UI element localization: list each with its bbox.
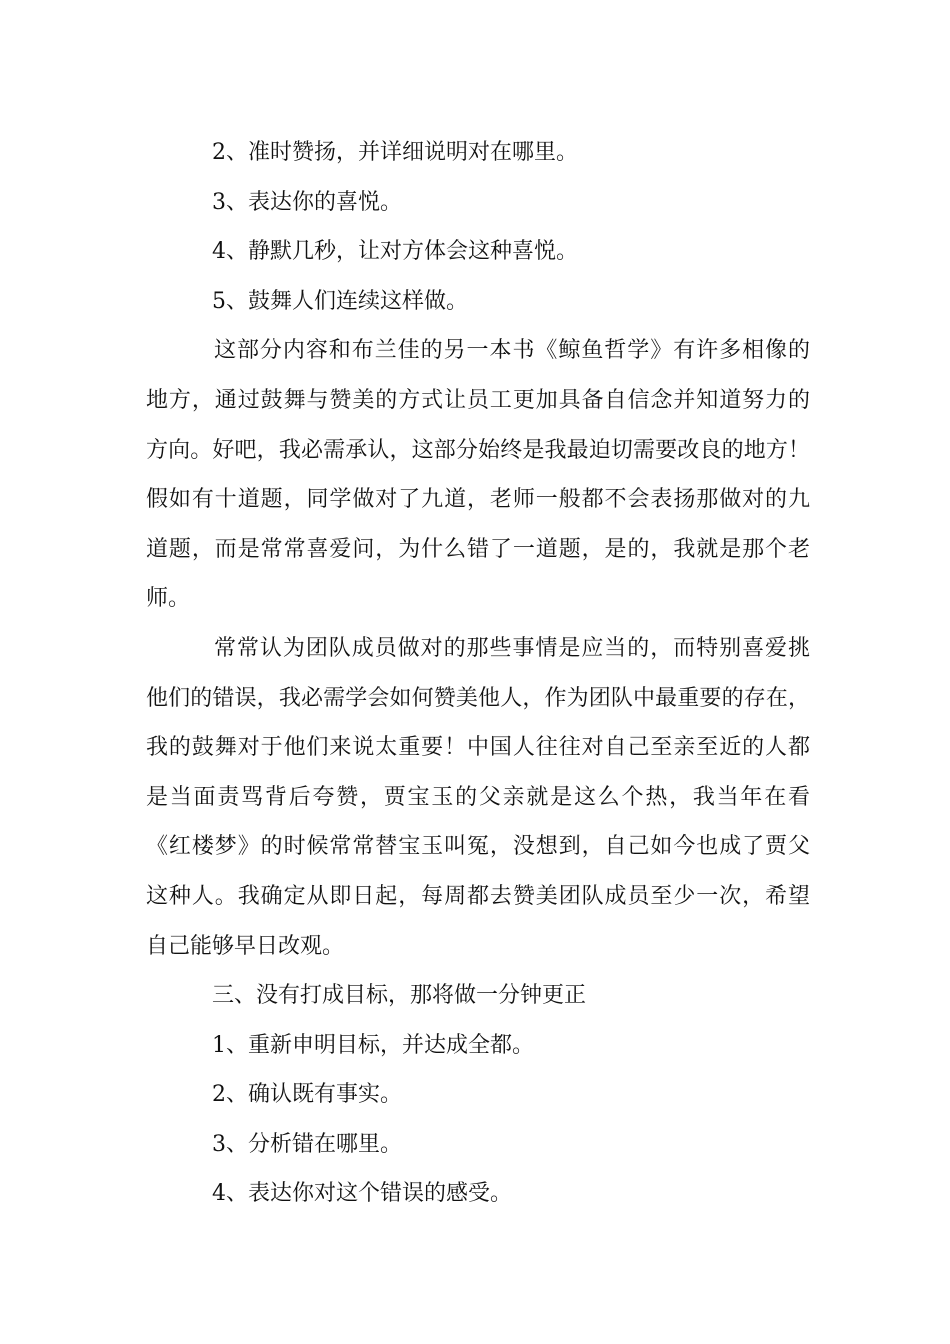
- paragraph-line: 这部分内容和布兰佳的另一本书《鲸鱼哲学》有许多相像的: [214, 338, 810, 364]
- paragraph-line: 这种人。我确定从即日起，每周都去赞美团队成员至少一次，希望: [146, 883, 810, 909]
- paragraph-line: 他们的错误，我必需学会如何赞美他人，作为团队中最重要的存在，: [146, 685, 810, 711]
- paragraph-line: 自己能够早日改观。: [146, 933, 345, 959]
- paragraph-line: 《红楼梦》的时候常常替宝玉叫冤，没想到，自己如今也成了贾父: [146, 834, 810, 860]
- document-body: [146, 128, 810, 1219]
- paragraph-line: 地方，通过鼓舞与赞美的方式让员工更加具备自信念并知道努力的: [146, 387, 810, 413]
- list-item: 4、表达你对这个错误的感受。: [212, 1181, 512, 1207]
- list-item: 3、分析错在哪里。: [212, 1131, 402, 1157]
- section-three-heading: 三、没有打成目标，那将做一分钟更正: [212, 983, 587, 1009]
- paragraph-praise-team: [146, 624, 810, 971]
- list-item: 5、鼓舞人们连续这样做。: [212, 288, 468, 314]
- list-item: 2、准时赞扬，并详细说明对在哪里。: [212, 140, 578, 165]
- list-item: 2、确认既有事实。: [212, 1082, 402, 1108]
- list-item: 3、表达你的喜悦。: [212, 189, 402, 215]
- correction-steps-list: [146, 1021, 810, 1219]
- list-item: 4、静默几秒，让对方体会这种喜悦。: [212, 239, 578, 265]
- paragraph-whale-philosophy: [146, 326, 810, 624]
- list-item: 1、重新申明目标，并达成全都。: [212, 1032, 534, 1058]
- paragraph-line: 方向。好吧，我必需承认，这部分始终是我最迫切需要改良的地方！: [146, 437, 810, 463]
- paragraph-line: 常常认为团队成员做对的那些事情是应当的，而特别喜爱挑: [214, 635, 810, 661]
- praise-steps-list: [146, 128, 810, 326]
- paragraph-line: 是当面责骂背后夸赞，贾宝玉的父亲就是这么个热，我当年在看: [146, 784, 810, 810]
- paragraph-line: 师。: [146, 586, 191, 612]
- paragraph-line: 道题，而是常常喜爱问，为什么错了一道题，是的，我就是那个老: [146, 536, 810, 562]
- paragraph-line: 假如有十道题，同学做对了九道，老师一般都不会表扬那做对的九: [146, 487, 810, 513]
- paragraph-line: 我的鼓舞对于他们来说太重要！中国人往往对自己至亲至近的人都: [146, 735, 810, 761]
